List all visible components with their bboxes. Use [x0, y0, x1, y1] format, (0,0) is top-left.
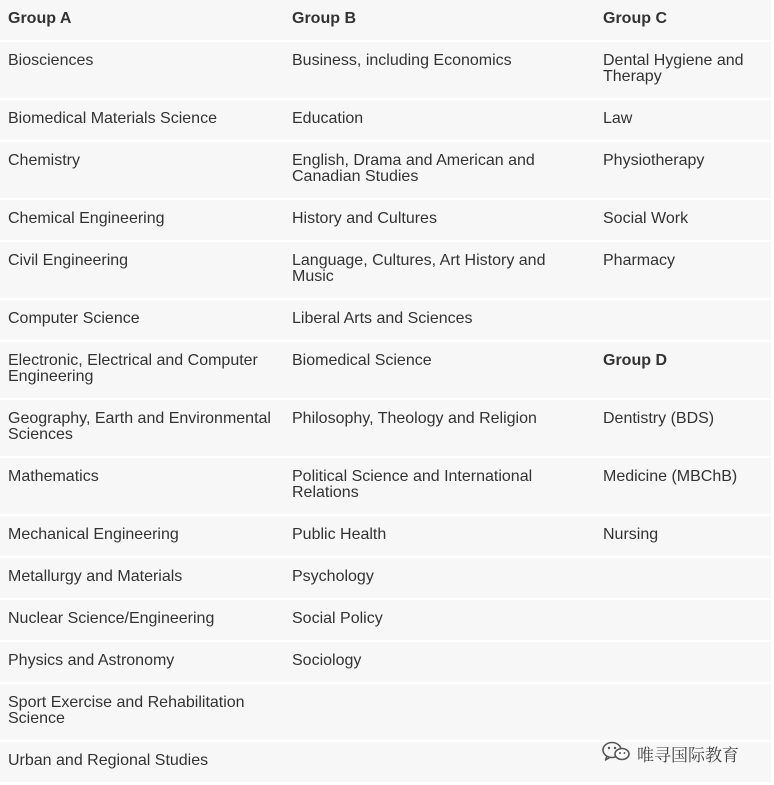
table-cell: Dentistry (BDS)	[603, 410, 715, 427]
table-cell: Urban and Regional Studies	[8, 752, 209, 769]
table-cell: Civil Engineering	[8, 252, 129, 269]
table-row	[0, 142, 771, 198]
table-cell: Language, Cultures, Art History and Music	[292, 252, 546, 285]
table-cell: Law	[603, 110, 633, 127]
table-cell	[595, 611, 771, 640]
table-cell: Mathematics	[8, 468, 99, 485]
table-cell: Nursing	[603, 526, 659, 543]
table-cell	[595, 311, 771, 340]
table-cell	[595, 569, 771, 598]
table-cell: Mechanical Engineering	[8, 526, 179, 543]
header-group-d: Group D	[603, 352, 667, 369]
table-header-row	[0, 0, 771, 40]
table-cell: Metallurgy and Materials	[8, 568, 183, 585]
table-row	[0, 400, 771, 456]
table-cell: Electronic, Electrical and Computer Engineering	[8, 352, 258, 385]
table-row	[0, 100, 771, 140]
table-cell: Philosophy, Theology and Religion	[292, 410, 537, 427]
watermark-text: 唯寻国际教育	[637, 746, 739, 766]
header-group-b: Group B	[292, 10, 356, 27]
table-row	[0, 242, 771, 298]
table-row	[0, 516, 771, 556]
table-cell	[284, 753, 595, 782]
table-cell: Pharmacy	[603, 252, 676, 269]
table-cell: Physiotherapy	[603, 152, 705, 169]
table-row	[0, 200, 771, 240]
table-cell: English, Drama and American and Canadian Studies	[292, 152, 535, 185]
table-cell: Sport Exercise and Rehabilitation Science	[8, 694, 245, 727]
table-cell	[595, 653, 771, 682]
table-cell: Political Science and International Relations	[292, 468, 533, 501]
table-cell: Sociology	[292, 652, 362, 669]
table-cell: Social Policy	[292, 610, 383, 627]
table-cell: Biosciences	[8, 52, 94, 69]
table-row	[0, 558, 771, 598]
table-row	[0, 458, 771, 514]
header-group-c: Group C	[603, 10, 667, 27]
table-cell: Computer Science	[8, 310, 140, 327]
table-cell: Business, including Economics	[292, 52, 512, 69]
table-cell: Biomedical Science	[292, 352, 432, 369]
table-cell: Public Health	[292, 526, 387, 543]
table-row	[0, 684, 771, 740]
table-cell: Geography, Earth and Environmental Sciences	[8, 410, 271, 443]
wechat-icon	[601, 740, 631, 767]
table-cell: Dental Hygiene and Therapy	[603, 52, 744, 85]
table-cell: History and Cultures	[292, 210, 437, 227]
table-cell: Chemistry	[8, 152, 81, 169]
table-cell: Liberal Arts and Sciences	[292, 310, 473, 327]
table-cell: Physics and Astronomy	[8, 652, 175, 669]
table-cell: Nuclear Science/Engineering	[8, 610, 215, 627]
table-row	[0, 342, 771, 398]
table-cell: Education	[292, 110, 364, 127]
table-row	[0, 42, 771, 98]
table-cell: Psychology	[292, 568, 374, 585]
table-row	[0, 642, 771, 682]
watermark	[601, 740, 739, 767]
table-row	[0, 600, 771, 640]
table-cell	[595, 695, 771, 740]
table-cell: Chemical Engineering	[8, 210, 165, 227]
table-cell	[284, 695, 595, 740]
table-cell: Medicine (MBChB)	[603, 468, 738, 485]
table-row	[0, 300, 771, 340]
table-cell: Social Work	[603, 210, 689, 227]
table-cell: Biomedical Materials Science	[8, 110, 217, 127]
header-group-a: Group A	[8, 10, 72, 27]
